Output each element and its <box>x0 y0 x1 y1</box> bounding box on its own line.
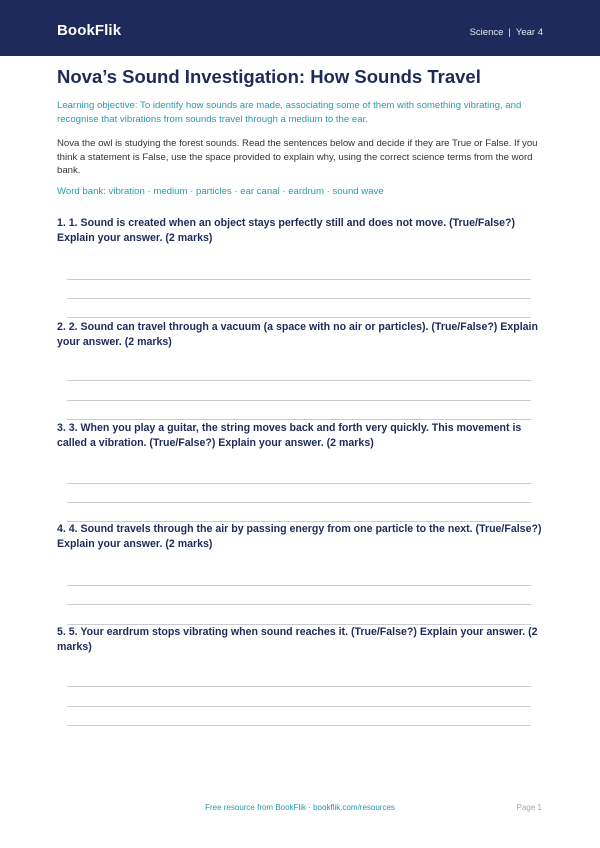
answer-line[interactable] <box>67 298 531 299</box>
question-4: 4. 4. Sound travels through the air by passing energy from one particle to the next. (True/False?) Explain your answer. (2 marks) <box>57 523 542 550</box>
answer-line[interactable] <box>67 604 531 605</box>
answer-line[interactable] <box>67 585 531 586</box>
answer-line[interactable] <box>67 317 531 318</box>
answer-line[interactable] <box>67 706 531 707</box>
subject-name: Science <box>469 27 504 38</box>
question-2: 2. 2. Sound can travel through a vacuum (a space with no air or particles). (True/False?) Explain your answer. (2 marks) <box>57 321 538 348</box>
learning-objective: Learning objective: To identify how sounds are made, associating some of them with something vibrating, and recognise that vibrations from sounds travel through a medium to the ear. <box>57 100 522 125</box>
answer-line[interactable] <box>67 380 531 381</box>
answer-line[interactable] <box>67 279 531 280</box>
answer-line[interactable] <box>67 400 531 401</box>
subject-separator: | <box>508 27 511 38</box>
answer-line[interactable] <box>67 725 531 726</box>
answer-line[interactable] <box>67 502 531 503</box>
header-bar <box>0 0 600 56</box>
answer-line[interactable] <box>67 686 531 687</box>
instructions: Nova the owl is studying the forest sounds. Read the sentences below and decide if they are True or False. If you think a statement is False, use the space provided to explain why, using the correct science terms from the word bank. <box>57 138 538 176</box>
answer-line[interactable] <box>67 483 531 484</box>
question-1: 1. 1. Sound is created when an object stays perfectly still and does not move. (True/False?) Explain your answer. (2 marks) <box>57 217 516 244</box>
word-bank: Word bank: vibration · medium · particles · ear canal · eardrum · sound wave <box>57 186 384 197</box>
brand-logo: BookFlik <box>57 22 122 39</box>
page-number: Page 1 <box>516 803 542 812</box>
year-label: Year 4 <box>515 27 543 38</box>
footer-text: Free resource from BookFlik · bookflik.com/resources <box>205 803 395 812</box>
page-title: Nova’s Sound Investigation: How Sounds Travel <box>57 66 481 87</box>
question-5: 5. 5. Your eardrum stops vibrating when sound reaches it. (True/False?) Explain your answer. (2 marks) <box>57 626 538 653</box>
question-3: 3. 3. When you play a guitar, the string moves back and forth very quickly. This movement is called a vibration. (True/False?) Explain your answer. (2 marks) <box>57 422 522 449</box>
subject-label <box>470 27 543 38</box>
answer-line[interactable] <box>67 419 531 420</box>
